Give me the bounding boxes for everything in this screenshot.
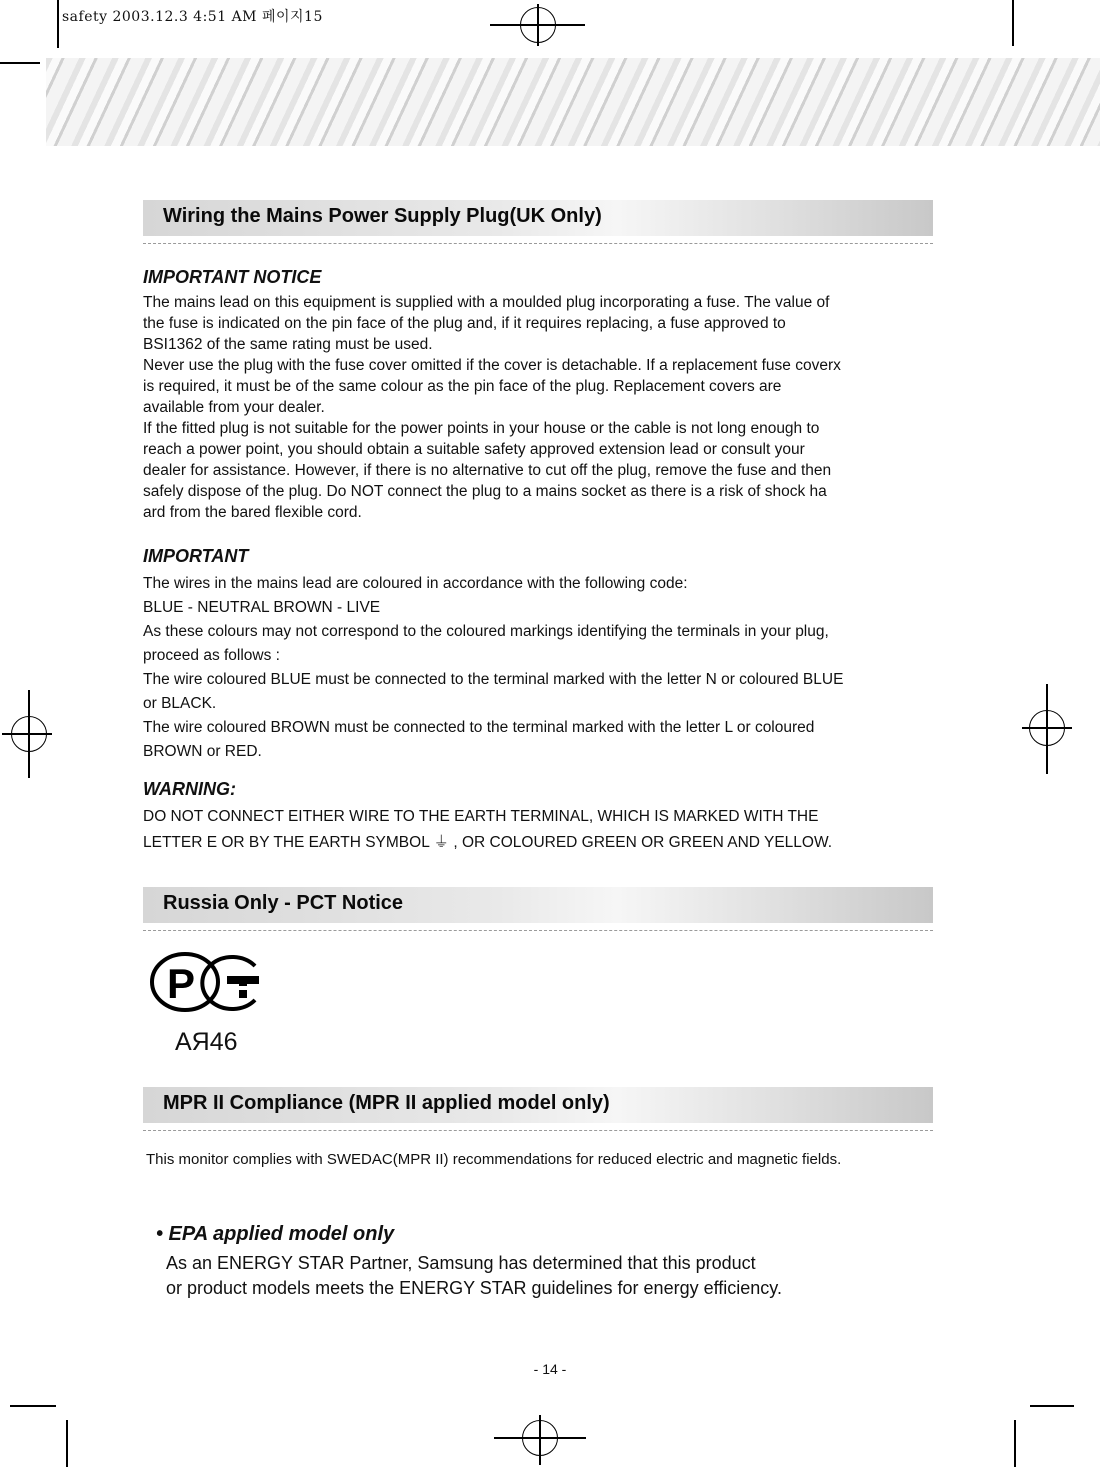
section-header-russia xyxy=(143,887,933,923)
crop-mark-bottom-left-v xyxy=(66,1420,68,1467)
notice-line: BSI1362 of the same rating must be used. xyxy=(143,336,433,353)
section-title-mpr: MPR II Compliance (MPR II applied model only) xyxy=(163,1092,610,1114)
notice-line: is required, it must be of the same colour as the pin face of the plug. Replacement covers are xyxy=(143,378,782,395)
crop-mark-top-left-v xyxy=(57,0,59,48)
section-title-russia: Russia Only - PCT Notice xyxy=(163,892,404,914)
print-slug: safety 2003.12.3 4:51 AM 페이지15 xyxy=(62,9,323,25)
crop-mark-bottom-left-h xyxy=(10,1405,56,1407)
crop-mark-top-right-v xyxy=(1012,0,1014,46)
page-number: - 14 - xyxy=(533,1361,567,1377)
pct-code: АЯ46 xyxy=(175,1028,238,1056)
header-pattern-band xyxy=(46,58,1100,146)
important-line: The wire coloured BROWN must be connected to the terminal marked with the letter L or coloured xyxy=(143,719,815,736)
warning-line: LETTER E OR BY THE EARTH SYMBOL ⏚ , OR COLOURED GREEN OR GREEN AND YELLOW. xyxy=(143,834,833,851)
important-line: proceed as follows : xyxy=(143,647,280,664)
warning-line: DO NOT CONNECT EITHER WIRE TO THE EARTH TERMINAL, WHICH IS MARKED WITH THE xyxy=(143,808,819,825)
section-header-mpr xyxy=(143,1087,933,1123)
mpr-compliance-text: This monitor complies with SWEDAC(MPR II) recommendations for reduced electric and magnetic fields. xyxy=(146,1151,842,1168)
epa-title: • EPA applied model only xyxy=(156,1223,395,1245)
important-line: As these colours may not correspond to the coloured markings identifying the terminals in your plug, xyxy=(143,623,829,640)
notice-line: If the fitted plug is not suitable for the power points in your house or the cable is not long enough to xyxy=(143,420,820,437)
important-line: The wires in the mains lead are coloured in accordance with the following code: xyxy=(143,575,688,592)
important-notice-heading: IMPORTANT NOTICE xyxy=(143,267,322,287)
warning-heading: WARNING: xyxy=(143,779,236,799)
notice-line: the fuse is indicated on the pin face of the plug and, if it requires replacing, a fuse approved to xyxy=(143,315,786,332)
important-heading: IMPORTANT xyxy=(143,546,249,566)
svg-text:P: P xyxy=(167,960,196,1007)
notice-line: The mains lead on this equipment is supplied with a moulded plug incorporating a fuse. The value of xyxy=(143,294,830,311)
crop-mark-bottom-right-h xyxy=(1030,1405,1074,1407)
epa-body xyxy=(166,1251,782,1301)
notice-line: Never use the plug with the fuse cover omitted if the cover is detachable. If a replacement fuse coverx xyxy=(143,357,841,374)
important-line: or BLACK. xyxy=(143,695,217,712)
crop-mark-top-left-h xyxy=(0,62,40,64)
warning-body xyxy=(143,804,943,856)
important-body xyxy=(143,572,943,764)
important-notice-body xyxy=(143,292,943,523)
crop-mark-bottom-right-v xyxy=(1014,1420,1016,1467)
notice-line: safely dispose of the plug. Do NOT connect the plug to a mains socket as there is a risk of shock ha xyxy=(143,483,827,500)
notice-line: available from your dealer. xyxy=(143,399,325,416)
epa-line: or product models meets the ENERGY STAR guidelines for energy efficiency. xyxy=(166,1278,782,1298)
section-title-wiring: Wiring the Mains Power Supply Plug(UK Only) xyxy=(163,205,602,227)
important-line: The wire coloured BLUE must be connected to the terminal marked with the letter N or coloured BLUE xyxy=(143,671,844,688)
section-header-wiring xyxy=(143,200,933,236)
notice-line: dealer for assistance. However, if there is no alternative to cut off the plug, remove the fuse and then xyxy=(143,462,832,479)
epa-line: As an ENERGY STAR Partner, Samsung has determined that this product xyxy=(166,1253,756,1273)
important-line: BROWN or RED. xyxy=(143,743,262,760)
notice-line: ard from the bared flexible cord. xyxy=(143,504,362,521)
important-line: BLUE - NEUTRAL BROWN - LIVE xyxy=(143,599,381,616)
pct-certification-mark xyxy=(147,950,267,1040)
notice-line: reach a power point, you should obtain a suitable safety approved extension lead or consult your xyxy=(143,441,805,458)
